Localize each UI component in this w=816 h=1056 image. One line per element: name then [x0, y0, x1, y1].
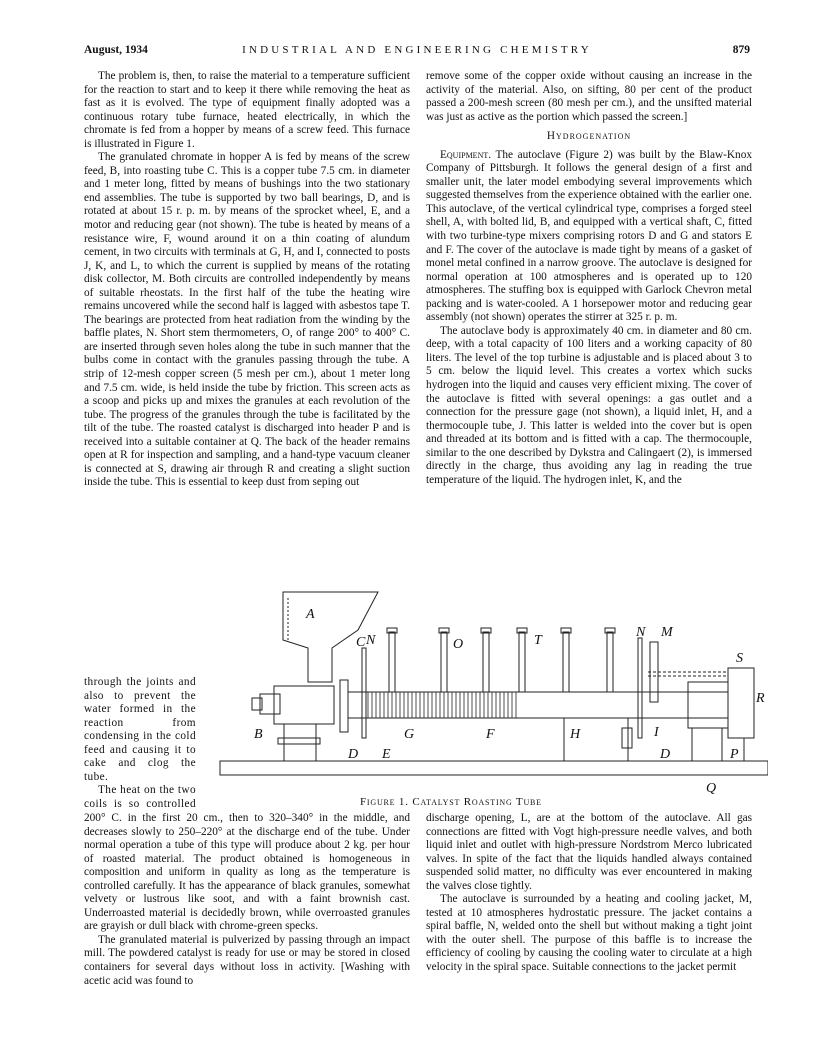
paragraph: [426, 149, 752, 325]
figure-label: Q: [706, 781, 717, 796]
sprocket-wheel: [340, 680, 348, 732]
left-end-assembly: [274, 686, 334, 724]
paragraph: The autoclave is surrounded by a heating and cooling jacket, M, tested at 10 atmospheres hydrostatic pressure. The jacket contains a spiral baffle, N, welded onto the shell but without making a tight joint with the outer shell. The purpose of this baffle is to increase the efficiency of cooling by causing the cooling water to circulate at a high velocity in the spiral space. Suitable connections to the jacket permit: [426, 893, 752, 974]
paragraph-body: The autoclave (Figure 2) was built by the Blaw-Knox Company of Pittsburgh. It follows the general design of a first and smaller unit, the later model embodying several improvements which suggested themselves from the experience obtained with the earlier one. This autoclave, of the vertical cylindrical type, comprises a forged steel shell, A, with bolted lid, B, and equipped with a vertical shaft, C, fitted with two turbine-type mixers comprising rotors D and G and stators E and F. The cover of the autoclave is made tight by means of a gasket of monel metal confined in a narrow groove. The autoclave is designed for normal operation at 100 atmospheres and is operated up to 120 atmospheres. The stuffing box is equipped with Garlock Chevron metal packing and is water-cooled. A 1 horsepower motor and reducing gear assembly (not shown) operates the stirrer at 325 r. p. m.: [426, 148, 752, 324]
page-number: 879: [732, 44, 750, 56]
header-p: [728, 668, 754, 738]
figure-label: P: [730, 747, 739, 762]
figure-label: D: [660, 747, 671, 762]
paragraph: remove some of the copper oxide without causing an increase in the activity of the material. Also, on sifting, 80 per cent of the product passed a 200-mesh screen (80 mesh per cm.), and the unsifted material was just as active as the portion which passed the screen.]: [426, 70, 752, 123]
paragraph: The granulated chromate in hopper A is fed by means of the screw feed, B, into roasting tube C. This is a copper tube 7.5 cm. in diameter and 1 meter long, fitted by means of bushings into the two stationary end assemblies. The tube is supported by two ball bearings, D, and is rotated at about 15 r. p. m. by means of the sprocket wheel, E, and a motor and reducing gear (not shown). The tube is heated by means of a resistance wire, F, wound around it on a thin coating of alundum cement, in two circuits with terminals at G, H, and I, connected to posts J, K, and L, to which the current is supplied by means of the rotating disk collector, M. Both circuits are controlled independently by means of suitable rheostats. In the first half of the tube the heating wire remains uncovered while the second half is lagged with asbestos tape T. The bearings are protected from heat radiation from the winding by the baffle plates, N. Short stem thermometers, O, of range 200° to 400° C. are inserted through seven holes along the tube in such manner that the bulbs come in contact with the granules passing through the tube. A strip of 12-mesh copper screen (5 mesh per cm.), about 1 meter long and 7.5 cm. wide, is held inside the tube by friction. This screen acts as a scoop and picks up and mixes the granules at each revolution of the tube. The progress of the granules through the tube is facilitated by the tilt of the tube. The roasted catalyst is discharged into header P and is received into a suitable container at Q. The back of the header remains open at R for inspection and sampling, and a hand-type vacuum cleaner is connected at S, drawing air through R and creating a slight suction inside the tube. This is essential to keep dust from seping out: [84, 151, 410, 489]
paragraph: discharge opening, L, are at the bottom of the autoclave. All gas connections are fitted with Vogt high-pressure needle valves, and both liquid inlet and outlet with high-pressure Nordstrom Merco lubricated valves. In spite of the fact that the liquids handled always contained suspended solid matter, no difficulty was ever encountered in making the valves close tightly.: [426, 812, 752, 892]
thermometers: [387, 628, 615, 692]
paragraph: The problem is, then, to raise the material to a temperature sufficient for the reaction to start and to keep it there while removing the heat as fast as it is evolved. The type of equipment finally adopted was a continuous rotary tube furnace, heated electrically, in which the chromate is fed from a hopper by means of a screw feed. This furnace is illustrated in Figure 1.: [84, 70, 410, 150]
baffle-plate: [638, 638, 642, 738]
figure-label: N: [366, 633, 376, 648]
issue-date: August, 1934: [84, 44, 148, 56]
figure-label: E: [382, 747, 391, 762]
figure-label: O: [453, 637, 464, 652]
figure-label: A: [306, 607, 315, 622]
left-column-bottom: [84, 812, 410, 1032]
right-end-assembly: [688, 682, 728, 728]
figure-label: B: [254, 727, 263, 742]
paragraph: The autoclave body is approximately 40 cm. in diameter and 80 cm. deep, with a total capacity of 100 liters and a working capacity of 80 liters. The level of the top turbine is adjustable and is placed about 3 to 5 cm. below the liquid level. This creates a vortex which sucks hydrogen into the liquid and causes very efficient mixing. The cover of the autoclave is fitted with several openings: a gas outlet and a connection for the pressure gage (not shown), a liquid inlet, H, and a thermocouple tube, J. This latter is welded into the cover but is open and threaded at its bottom and is fitted with a cap. The thermocouple, similar to the one described by Dykstra and Calingaert (2), is immersed directly in the charge, thus avoiding any lag in reading the true temperature of the liquid. The hydrogen inlet, K, and the: [426, 324, 752, 486]
caption-label: Figure 1.: [360, 796, 409, 808]
figure-label: T: [534, 633, 542, 648]
journal-title: INDUSTRIAL AND ENGINEERING CHEMISTRY: [242, 44, 592, 56]
paragraph: 200° C. in the first 20 cm., then to 320–340° in the middle, and decreases slowly to 250–220° at the discharge end of the tube. Under normal operation a tube of this type will produce about 2 kg. per hour of roasted material. The product obtained is homogeneous in composition and uniform in quality as long as the temperature is controlled carefully. It has the appearance of black granules, somewhat velvety or lustrous like soot, and with a faint brownish cast. Underroasted material is decidedly brown, while overroasted granules are grayish or dull black with chrome-green specks.: [84, 812, 410, 933]
roasting-tube: [348, 692, 728, 718]
figure-label: G: [404, 727, 415, 742]
figure-label: S: [736, 651, 743, 666]
figure-label: R: [756, 691, 765, 706]
figure-label: H: [570, 727, 581, 742]
section-heading: Hydrogenation: [546, 130, 632, 143]
caption-title: Catalyst Roasting Tube: [412, 796, 542, 808]
figure-1-roasting-tube-diagram: [208, 588, 768, 810]
right-column-bottom: [426, 812, 752, 1032]
left-column-wrap-text: [84, 676, 196, 812]
run-in-heading: Equipment.: [440, 148, 492, 161]
running-header: [84, 44, 750, 60]
figure-label: D: [348, 747, 359, 762]
figure-label: F: [486, 727, 495, 742]
paragraph: The granulated material is pulverized by passing through an impact mill. The powdered catalyst is ready for use or may be stored in closed containers for several days without loss in activity. [Washing with acetic acid was found to: [84, 933, 410, 987]
figure-label: I: [654, 725, 659, 740]
figure-label: N: [636, 625, 646, 640]
figure-caption: [360, 796, 660, 808]
paragraph: through the joints and also to prevent the water formed in the reaction from condensing in the cold feed and causing it to cake and clog the tube.: [84, 676, 196, 783]
baffle-plate: [362, 648, 366, 738]
base-plate: [220, 761, 768, 775]
paragraph: The heat on the two coils is so controlled: [84, 784, 196, 810]
right-column-top: [426, 70, 752, 586]
figure-label: M: [661, 625, 673, 640]
figure-label: C: [356, 635, 366, 650]
